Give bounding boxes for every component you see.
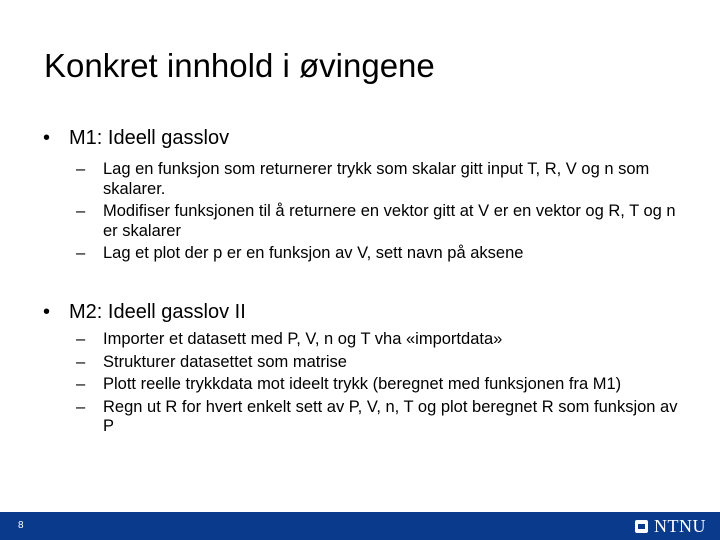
m1-sub-item-text: Modifiser funksjonen til å returnere en vektor gitt at V er en vektor og R, T og n er skalarer [103, 202, 676, 240]
m1-sub-item-text: Lag en funksjon som returnerer trykk som skalar gitt input T, R, V og n som skalarer. [103, 160, 650, 198]
m1-sub-item [76, 202, 686, 241]
dash: – [76, 202, 86, 220]
m2-sub-item-text: Plott reelle trykkdata mot ideelt trykk (beregnet med funksjonen fra M1) [103, 375, 622, 393]
ntnu-logo [635, 516, 706, 536]
m2-sub-item [76, 353, 686, 373]
m2-sub-item [76, 398, 686, 437]
bullet-dot: • [43, 301, 51, 323]
m2-sub-item-text: Regn ut R for hvert enkelt sett av P, V, n, T og plot beregnet R som funksjon av P [103, 397, 678, 435]
ntnu-logo-icon [635, 520, 648, 533]
page-number: 8 [18, 520, 24, 531]
m2-sub-list [76, 330, 686, 440]
m1-sub-item-text: Lag et plot der p er en funksjon av V, sett navn på aksene [103, 244, 524, 262]
dash: – [76, 160, 86, 178]
m2-sub-item-text: Strukturer datasettet som matrise [103, 352, 347, 371]
bullet-m2-heading: M2: Ideell gasslov II [69, 301, 246, 323]
footer-bar [0, 512, 720, 540]
m2-sub-item-text: Importer et datasett med P, V, n og T vha «importdata» [103, 330, 503, 348]
bullet-m1-heading: M1: Ideell gasslov [69, 127, 230, 149]
m1-sub-item [76, 160, 686, 199]
dash: – [76, 244, 86, 262]
slide-title: Konkret innhold i øvingene [44, 47, 435, 84]
bullet-dot: • [43, 127, 51, 149]
m2-sub-item [76, 375, 686, 395]
dash: – [76, 352, 86, 371]
bullet-m2 [43, 300, 246, 324]
m2-sub-item [76, 330, 686, 350]
dash: – [76, 375, 86, 393]
dash: – [76, 397, 86, 416]
m1-sub-item [76, 244, 686, 264]
m1-sub-list [76, 160, 686, 267]
logo-text: NTNU [654, 516, 706, 536]
bullet-m1 [43, 126, 229, 150]
dash: – [76, 330, 86, 348]
